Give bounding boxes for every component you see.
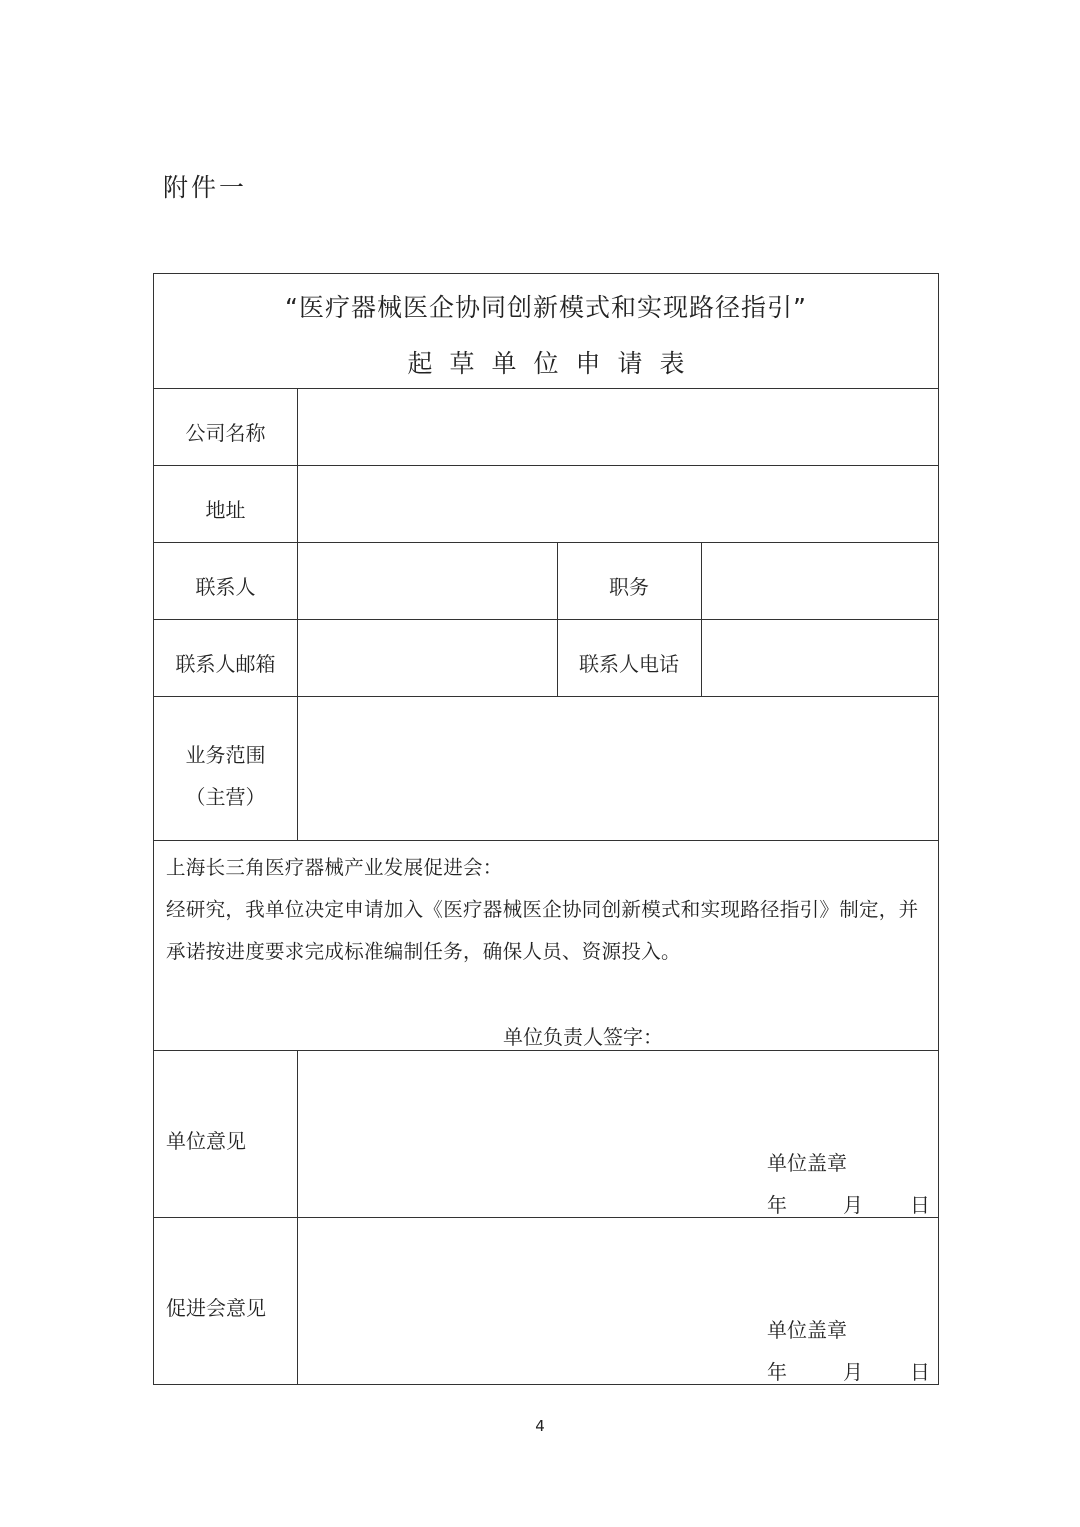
company-name-field[interactable] <box>299 390 938 464</box>
application-form <box>153 273 939 1385</box>
row-divider <box>154 465 938 466</box>
row-divider <box>154 696 938 697</box>
unit-date-day: 日 <box>910 1193 930 1217</box>
form-title: “医疗器械医企协同创新模式和实现路径指引” <box>285 293 807 322</box>
form-subtitle: 起草单位申请表 <box>407 349 702 378</box>
unit-opinion-label: 单位意见 <box>166 1129 246 1153</box>
business-scope-label: 业务范围 <box>185 743 266 767</box>
association-date-month: 月 <box>843 1360 863 1384</box>
row-divider <box>154 388 938 389</box>
company-name-label: 公司名称 <box>185 421 266 445</box>
unit-date-month: 月 <box>843 1193 863 1217</box>
signature-field[interactable] <box>674 1009 924 1047</box>
column-divider <box>701 542 702 696</box>
row-divider <box>154 542 938 543</box>
row-divider <box>154 619 938 620</box>
contact-label: 联系人 <box>195 575 256 599</box>
row-divider <box>154 840 938 841</box>
unit-date-year: 年 <box>767 1193 787 1217</box>
address-field[interactable] <box>299 467 938 541</box>
unit-seal-label: 单位盖章 <box>767 1151 847 1175</box>
association-date-day: 日 <box>910 1360 930 1384</box>
attachment-label: 附件一 <box>163 173 248 202</box>
statement-body: 经研究，我单位决定申请加入《医疗器械医企协同创新模式和实现路径指引》制定，并承诺按进度要求完成标准编制任务，确保人员、资源投入。 <box>166 898 919 963</box>
position-field[interactable] <box>703 544 938 618</box>
row-divider <box>154 1050 938 1051</box>
signature-label: 单位负责人签字： <box>503 1025 663 1049</box>
contact-phone-field[interactable] <box>703 621 938 695</box>
column-divider <box>297 1050 298 1385</box>
statement-addressee: 上海长三角医疗器械产业发展促进会： <box>166 856 503 879</box>
contact-email-field[interactable] <box>299 621 556 695</box>
business-scope-note: （主营） <box>185 785 266 809</box>
row-divider <box>154 1217 938 1218</box>
contact-field[interactable] <box>299 544 556 618</box>
business-scope-field[interactable] <box>299 698 938 839</box>
column-divider <box>297 388 298 840</box>
contact-phone-label: 联系人电话 <box>579 652 679 676</box>
page-number: 4 <box>535 1417 545 1435</box>
association-date-year: 年 <box>767 1360 787 1384</box>
association-opinion-label: 促进会意见 <box>166 1296 266 1320</box>
association-seal-label: 单位盖章 <box>767 1318 847 1342</box>
address-label: 地址 <box>205 498 246 522</box>
contact-email-label: 联系人邮箱 <box>175 652 276 676</box>
position-label: 职务 <box>609 575 649 599</box>
